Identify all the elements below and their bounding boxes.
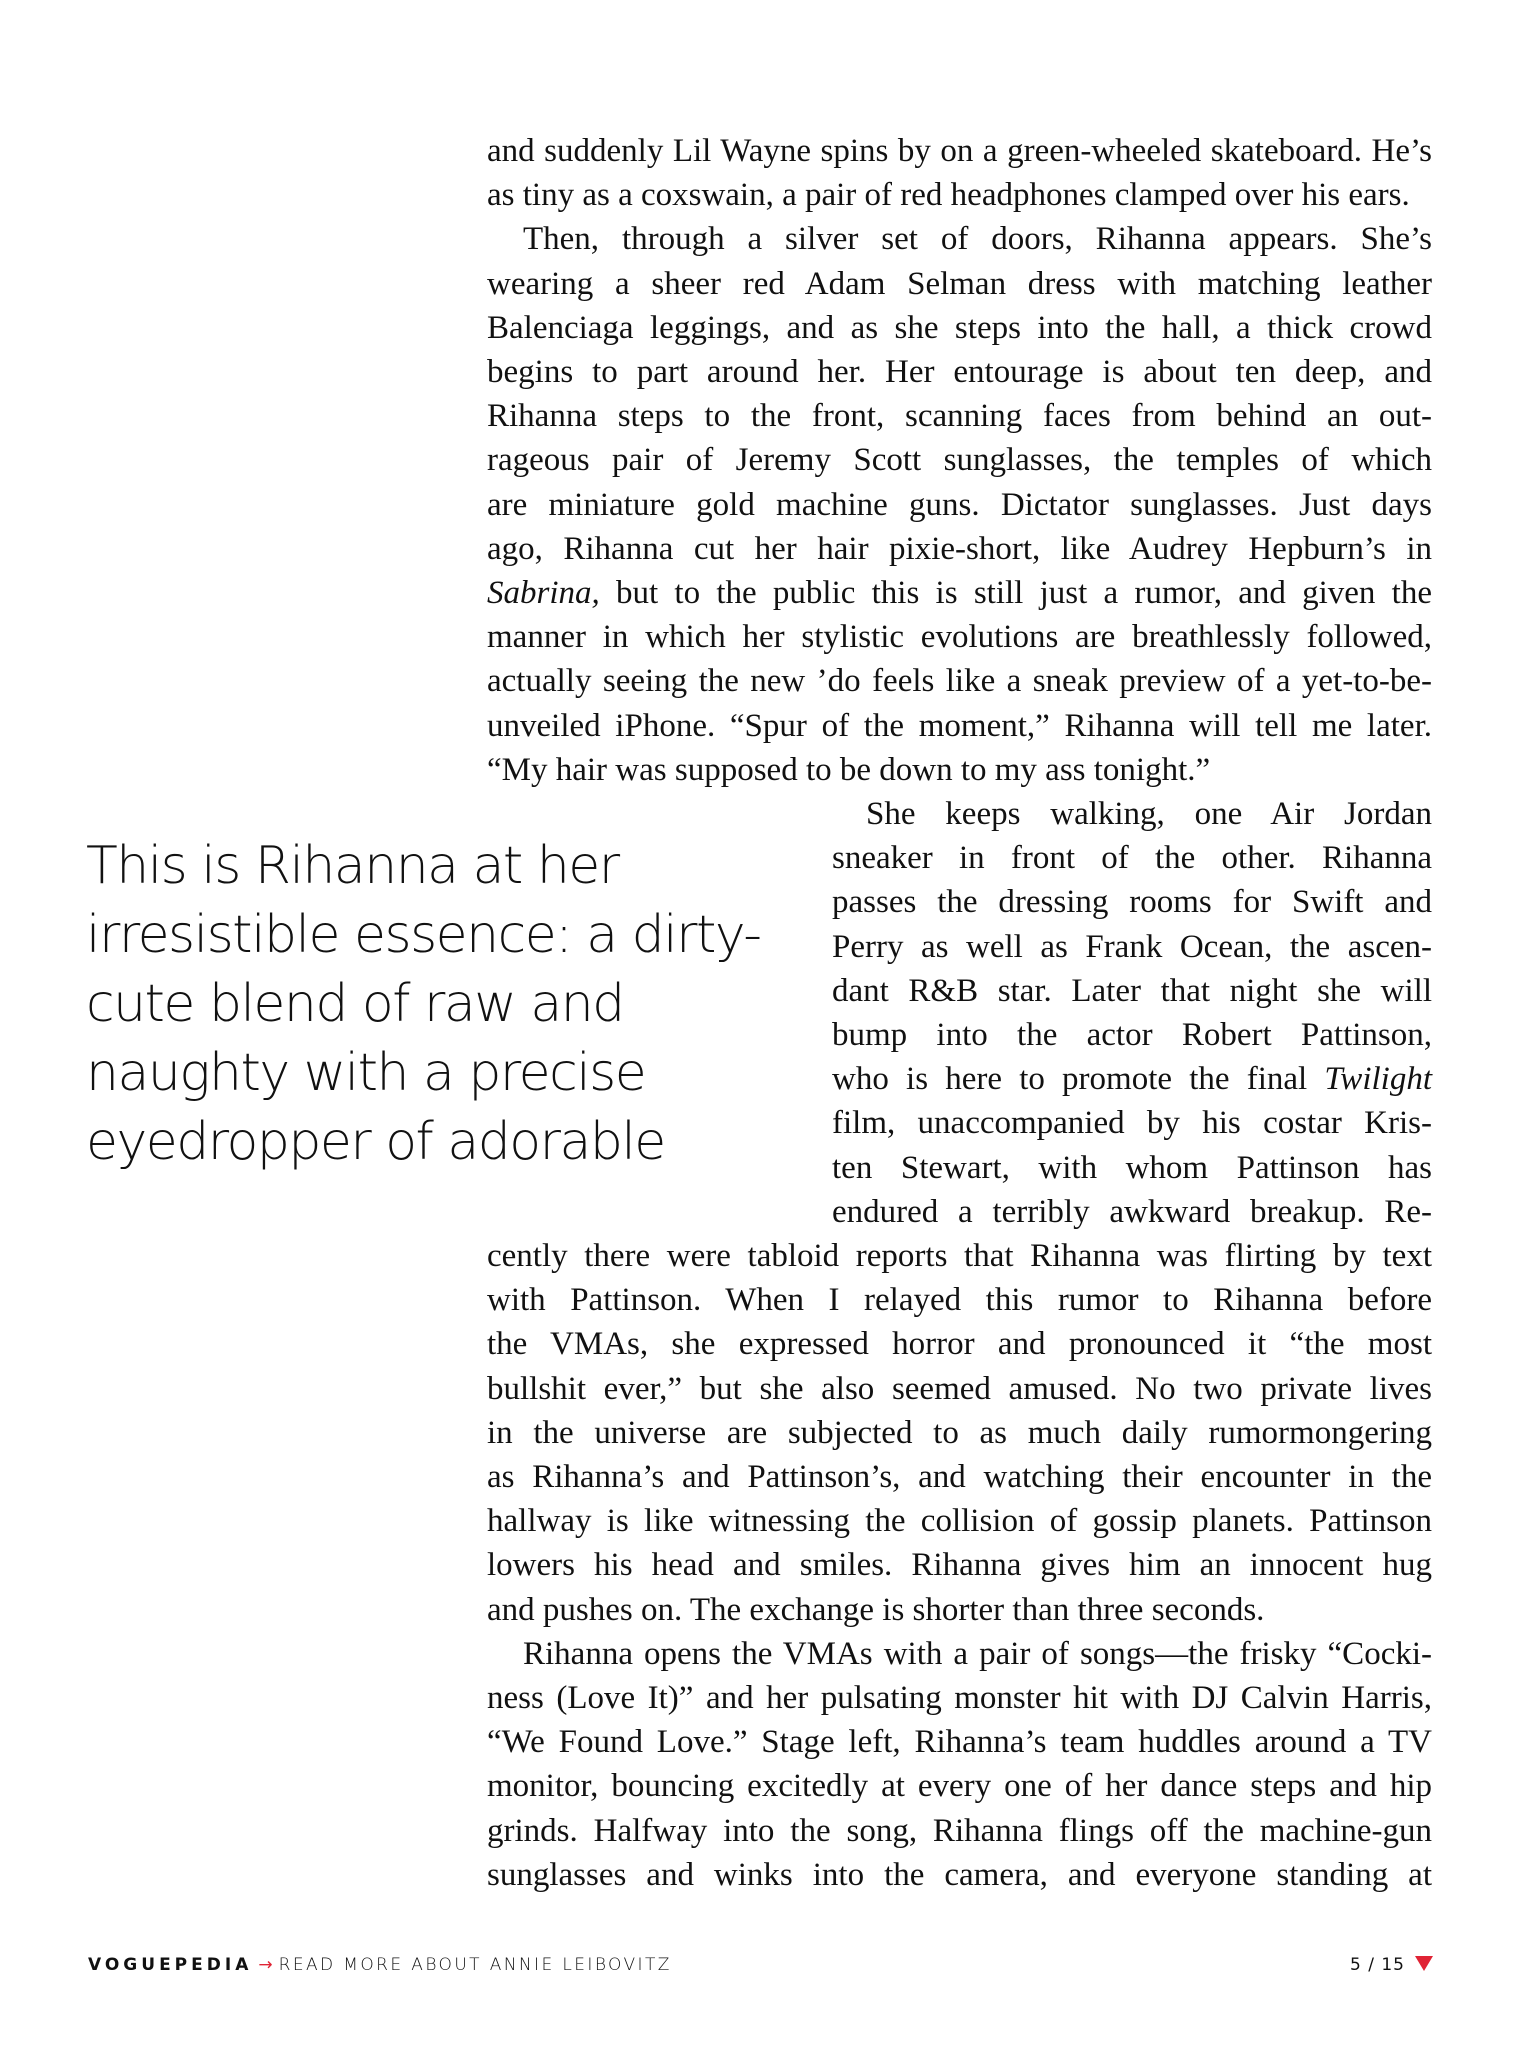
article-line: wearing a sheer red Adam Selman dress with matching leather (487, 265, 1432, 302)
italic-title: Twilight (1324, 1061, 1432, 1098)
article-line: as tiny as a coxswain, a pair of red headphones clamped over his ears. (487, 177, 1410, 214)
article-line: hallway is like witnessing the collision of gossip planets. Pattinson (487, 1503, 1432, 1540)
article-line: Rihanna opens the VMAs with a pair of songs—the frisky “Cocki- (523, 1635, 1432, 1672)
pull-quote-line: eyedropper of adorable (86, 1112, 665, 1172)
page-indicator (1350, 1955, 1433, 1975)
article-line: the VMAs, she expressed horror and pronounced it “the most (487, 1326, 1432, 1363)
article-line: endured a terribly awkward breakup. Re- (832, 1193, 1432, 1230)
article-line: Perry as well as Frank Ocean, the ascen- (832, 928, 1432, 965)
article-line: “We Found Love.” Stage left, Rihanna’s team huddles around a TV (487, 1724, 1432, 1761)
article-line: begins to part around her. Her entourage is about ten deep, and (487, 354, 1432, 390)
pull-quote-line: naughty with a precise (86, 1043, 646, 1103)
article-line: bullshit ever,” but she also seemed amused. No two private lives (487, 1370, 1432, 1407)
article-line: cently there were tabloid reports that Rihanna was flirting by text (487, 1238, 1432, 1274)
article-line: ago, Rihanna cut her hair pixie-short, like Audrey Hepburn’s in (487, 530, 1432, 567)
article-line: manner in which her stylistic evolutions are breathlessly followed, (487, 619, 1432, 656)
article-line: Then, through a silver set of doors, Rihanna appears. She’s (523, 221, 1432, 258)
page-number: 5 / 15 (1350, 1955, 1405, 1975)
read-more-link[interactable]: READ MORE ABOUT ANNIE LEIBOVITZ (278, 1955, 672, 1975)
pull-quote-line: This is Rihanna at her (86, 836, 619, 896)
article-line: “My hair was supposed to be down to my ass tonight.” (487, 751, 1211, 788)
article-line: as Rihanna’s and Pattinson’s, and watching their encounter in the (487, 1459, 1432, 1495)
pull-quote-line: irresistible essence: a dirty- (86, 905, 761, 965)
article-line: lowers his head and smiles. Rihanna gives him an innocent hug (487, 1547, 1432, 1584)
article-line: are miniature gold machine guns. Dictator sunglasses. Just days (487, 486, 1432, 523)
article-line: Balenciaga leggings, and as she steps into the hall, a thick crowd (487, 309, 1432, 346)
article-line: sunglasses and winks into the camera, and everyone standing at (487, 1856, 1432, 1893)
article-line: Rihanna steps to the front, scanning faces from behind an out- (487, 398, 1432, 435)
voguepedia-brand: VOGUEPEDIA (88, 1955, 253, 1975)
article-line: ness (Love It)” and her pulsating monster hit with DJ Calvin Harris, (487, 1680, 1432, 1716)
article-line: rageous pair of Jeremy Scott sunglasses, the temples of which (487, 442, 1432, 479)
article-line: monitor, bouncing excitedly at every one of her dance steps and hip (487, 1768, 1432, 1805)
article-line: She keeps walking, one Air Jordan (866, 796, 1432, 832)
italic-title: Sabrina, (487, 575, 600, 611)
article-line: sneaker in front of the other. Rihanna (832, 840, 1432, 877)
pull-quote (86, 832, 806, 1177)
article-line: Sabrina, but to the public this is still just a rumor, and given the (487, 575, 1432, 611)
article-line: dant R&B star. Later that night she will (832, 972, 1432, 1009)
article-line: who is here to promote the final Twilight (832, 1061, 1432, 1098)
article-line: and suddenly Lil Wayne spins by on a green-wheeled skateboard. He’s (487, 133, 1432, 169)
article-line: film, unaccompanied by his costar Kris- (832, 1105, 1432, 1142)
article-line: with Pattinson. When I relayed this rumor to Rihanna before (487, 1282, 1432, 1319)
footer-link[interactable] (88, 1955, 672, 1975)
article-line: ten Stewart, with whom Pattinson has (832, 1149, 1432, 1186)
article-line: bump into the actor Robert Pattinson, (832, 1017, 1432, 1053)
article-line: actually seeing the new ’do feels like a sneak preview of a yet-to-be- (487, 663, 1432, 700)
right-arrow-icon: → (258, 1955, 273, 1975)
article-line: unveiled iPhone. “Spur of the moment,” Rihanna will tell me later. (487, 707, 1432, 744)
article-line: in the universe are subjected to as much daily rumormongering (487, 1414, 1432, 1451)
pull-quote-line: cute blend of raw and (86, 974, 624, 1034)
article-line: grinds. Halfway into the song, Rihanna flings off the machine-gun (487, 1812, 1432, 1849)
article-line: and pushes on. The exchange is shorter than three seconds. (487, 1591, 1265, 1628)
next-page-triangle-icon[interactable] (1415, 1956, 1433, 1971)
article-line: passes the dressing rooms for Swift and (832, 884, 1432, 921)
